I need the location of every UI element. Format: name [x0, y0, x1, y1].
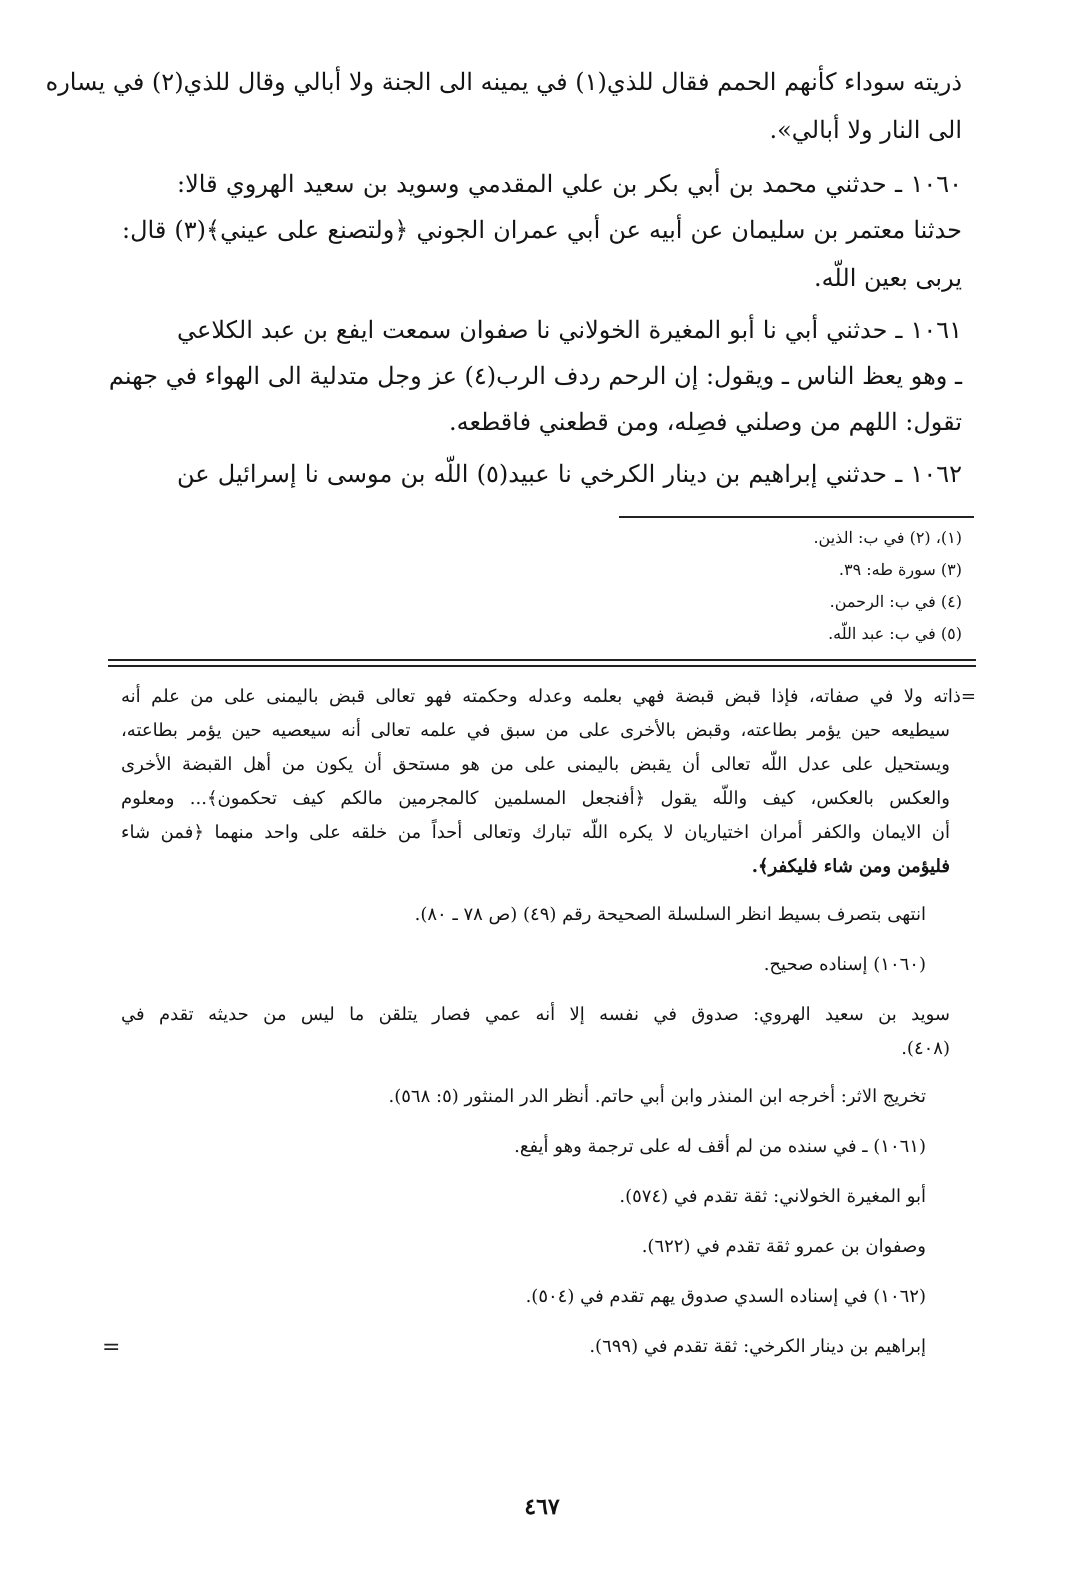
hadith-1061-line: ـ وهو يعظ الناس ـ ويقول: إن الرحم ردف الرب(٤) عز وجل متدلية الى الهواء في جهنم [108, 362, 962, 390]
commentary-line: سيطيعه حين يؤمر بطاعته، وقبض بالأخرى على من سبق في علمه تعالى أنه سيعصيه حين يؤمر بطاعته، [121, 720, 950, 741]
commentary-line: (١٠٦١) ـ في سنده من لم أقف له على ترجمة وهو أيفع. [514, 1136, 926, 1157]
page-number: ٤٦٧ [524, 1494, 560, 1520]
hadith-1060-line: حدثنا معتمر بن سليمان عن أبيه عن أبي عمران الجوني ﴿ولتصنع على عيني﴾(٣) قال: [122, 216, 962, 244]
commentary-line: (١٠٦٠) إسناده صحيح. [763, 954, 926, 975]
main-text-line: ذريته سوداء كأنهم الحمم فقال للذي(١) في يمينه الى الجنة ولا أبالي وقال للذي(٢) في يساره [45, 68, 962, 96]
commentary-line: تخريج الاثر: أخرجه ابن المنذر وابن أبي حاتم. أنظر الدر المنثور (٥: ٥٦٨). [388, 1086, 926, 1107]
footnote: (٥) في ب: عبد اللّه. [828, 624, 962, 643]
footnote: (١)، (٢) في ب: الذين. [813, 528, 962, 547]
hadith-1060-line: ١٠٦٠ ـ حدثني محمد بن أبي بكر بن علي المقدمي وسويد بن سعيد الهروي قالا: [177, 170, 962, 198]
footnote: (٣) سورة طه: ٣٩. [838, 560, 962, 579]
commentary-line: سويد بن سعيد الهروي: صدوق في نفسه إلا أنه عمي فصار يتلقن ما ليس من حديثه تقدم في [121, 1004, 950, 1025]
commentary-line: (٤٠٨). [901, 1038, 950, 1059]
commentary-separator-top [108, 659, 976, 661]
footnote-separator [619, 516, 974, 518]
commentary-line: فليؤمن ومن شاء فليكفر﴾. [751, 856, 950, 877]
footnote: (٤) في ب: الرحمن. [829, 592, 962, 611]
commentary-line: أبو المغيرة الخولاني: ثقة تقدم في (٥٧٤). [619, 1186, 926, 1207]
commentary-separator-bottom [108, 665, 976, 667]
hadith-1061-line: ١٠٦١ ـ حدثني أبي نا أبو المغيرة الخولاني نا صفوان سمعت ايفع بن عبد الكلاعي [177, 316, 962, 344]
commentary-line: انتهى بتصرف بسيط انظر السلسلة الصحيحة رقم (٤٩) (ص ٧٨ ـ ٨٠). [414, 904, 926, 925]
main-text-line: الى النار ولا أبالي». [769, 116, 962, 144]
hadith-1061-line: تقول: اللهم من وصلني فصِله، ومن قطعني فاقطعه. [449, 408, 962, 436]
continuation-mark: = [102, 1335, 121, 1360]
hadith-1062-line: ١٠٦٢ ـ حدثني إبراهيم بن دينار الكرخي نا عبيد(٥) اللّه بن موسى نا إسرائيل عن [177, 460, 962, 488]
commentary-line: أن الايمان والكفر أمران اختياريان لا يكره اللّه تبارك وتعالى أحداً من خلقه على واحد منهما ﴿فمن شاء [121, 822, 950, 843]
commentary-line: ويستحيل على عدل اللّه تعالى أن يقبض باليمنى على من هو مستحق أن يكون من أهل القبضة الأخرى [121, 754, 950, 775]
commentary-line: =ذاته ولا في صفاته، فإذا قبض قبضة فهي بعلمه وعدله وحكمته فهو تعالى قبض باليمنى على من علم أنه [121, 686, 976, 707]
commentary-line: وصفوان بن عمرو ثقة تقدم في (٦٢٢). [641, 1236, 926, 1257]
commentary-line: (١٠٦٢) في إسناده السدي صدوق يهم تقدم في (٥٠٤). [525, 1286, 926, 1307]
commentary-line: إبراهيم بن دينار الكرخي: ثقة تقدم في (٦٩٩). [589, 1336, 926, 1357]
commentary-line: والعكس بالعكس، كيف واللّه يقول ﴿أفنجعل المسلمين كالمجرمين مالكم كيف تحكمون﴾... ومعلوم [121, 788, 950, 809]
hadith-1060-line: يربى بعين اللّه. [813, 264, 962, 292]
